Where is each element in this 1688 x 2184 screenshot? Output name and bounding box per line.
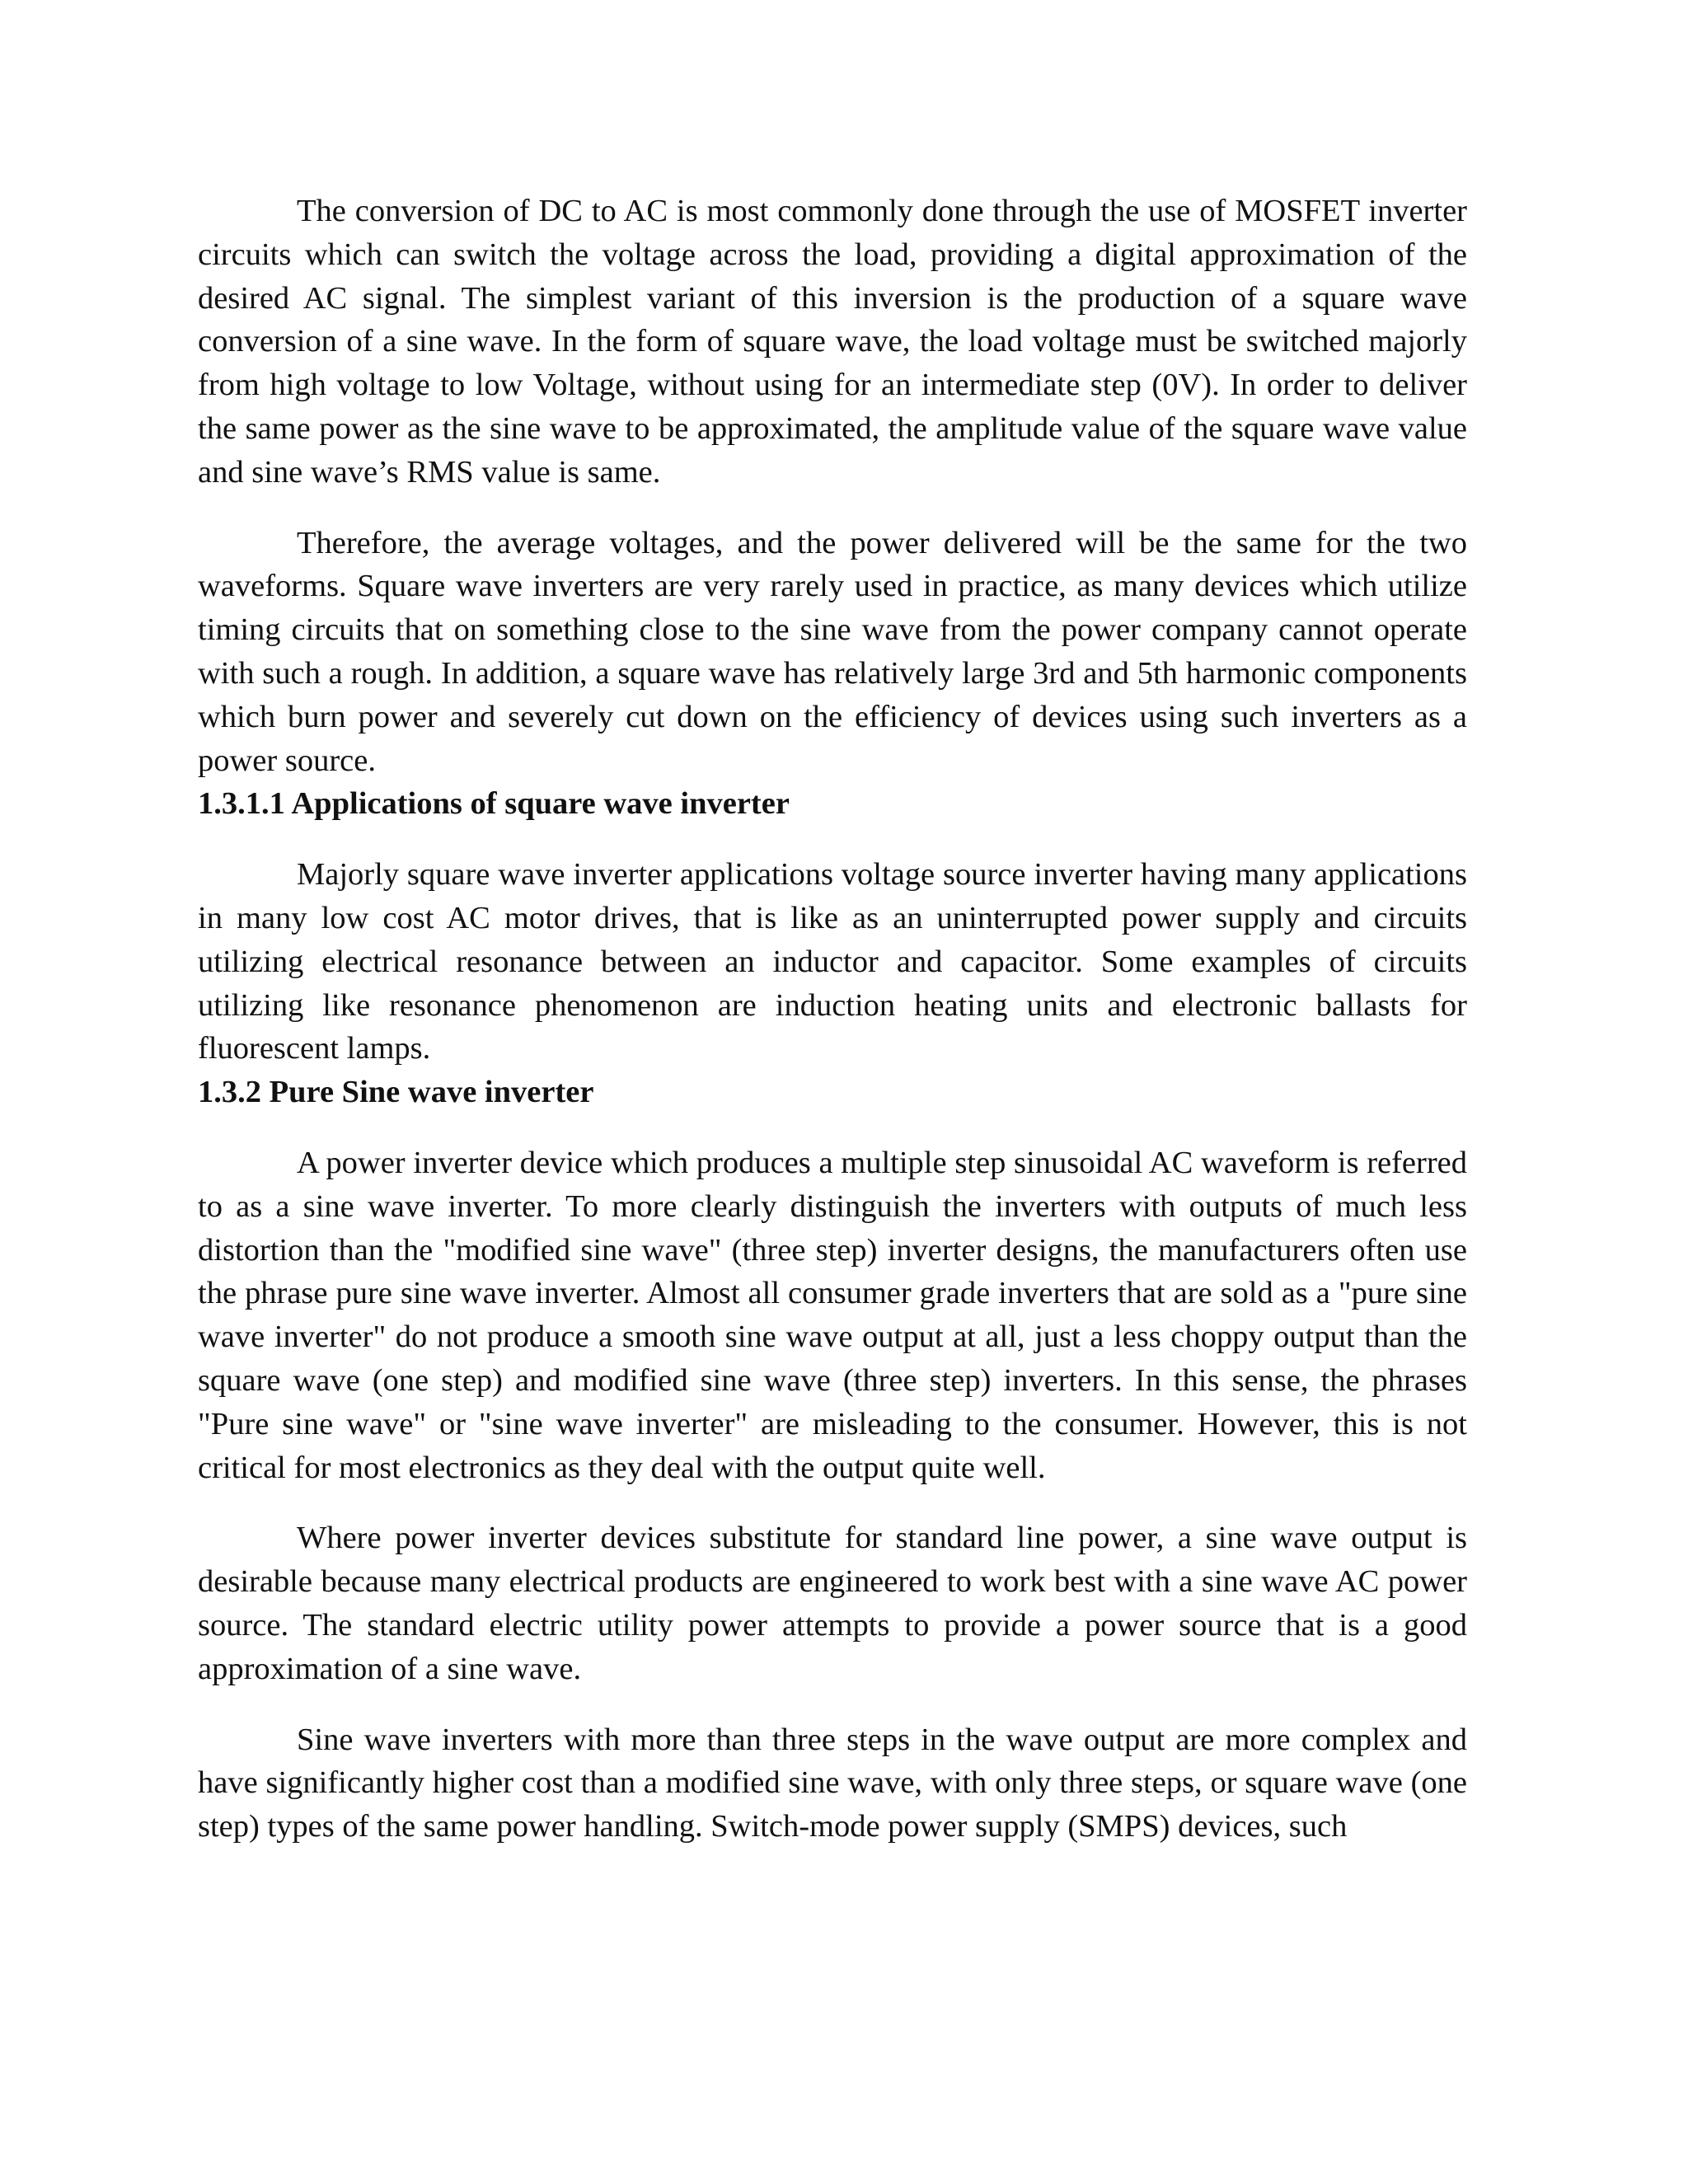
section-heading-square-wave-applications: 1.3.1.1 Applications of square wave inverter: [198, 786, 790, 822]
paragraph-sine-wave-cost: Sine wave inverters with more than three steps in the wave output are more complex and have significantly higher cost than a modified sine wave, with only three steps, or square wave (one step) types of the same power handling. Switch-mode power supply (SMPS) devices, such: [198, 1722, 1467, 1844]
paragraph-sine-wave-inverter-definition: A power inverter device which produces a multiple step sinusoidal AC waveform is referred to as a sine wave inverter. To more clearly distinguish the inverters with outputs of much less distortion than the "modified sine wave" (three step) inverter designs, the manufacturers often use the phrase pure sine wave inverter. Almost all consumer grade inverters that are sold as a "pure sine wave inverter" do not produce a smooth sine wave output at all, just a less choppy output than the square wave (one step) and modified sine wave (three step) inverters. In this sense, the phrases "Pure sine wave" or "sine wave inverter" are misleading to the consumer. However, this is not critical for most electronics as they deal with the output quite well.: [198, 1145, 1467, 1485]
page-content: [198, 190, 1467, 1849]
paragraph-sine-wave-desirability: Where power inverter devices substitute for standard line power, a sine wave output is desirable because many electrical products are engineered to work best with a sine wave AC power source. The standard electric utility power attempts to provide a power source that is a good approximation of a sine wave.: [198, 1521, 1467, 1686]
section-heading-pure-sine-wave: 1.3.2 Pure Sine wave inverter: [198, 1075, 594, 1110]
paragraph-dc-ac-conversion: The conversion of DC to AC is most commonly done through the use of MOSFET inverter circuits which can switch the voltage across the load, providing a digital approximation of the desired AC signal. The simplest variant of this inversion is the production of a square wave conversion of a sine wave. In the form of square wave, the load voltage must be switched majorly from high voltage to low Voltage, without using for an intermediate step (0V). In order to deliver the same power as the sine wave to be approximated, the amplitude value of the square wave value and sine wave’s RMS value is same.: [198, 194, 1467, 490]
paragraph-square-wave-usage: Therefore, the average voltages, and the power delivered will be the same for the two waveforms. Square wave inverters are very rarely used in practice, as many devices which utilize timing circuits that on something close to the sine wave from the power company cannot operate with such a rough. In addition, a square wave has relatively large 3rd and 5th harmonic components which burn power and severely cut down on the efficiency of devices using such inverters as a power source.: [198, 525, 1467, 778]
paragraph-square-wave-applications: Majorly square wave inverter applications voltage source inverter having many applications in many low cost AC motor drives, that is like as an uninterrupted power supply and circuits utilizing electrical resonance between an inductor and capacitor. Some examples of circuits utilizing like resonance phenomenon are induction heating units and electronic ballasts for fluorescent lamps.: [198, 857, 1467, 1066]
